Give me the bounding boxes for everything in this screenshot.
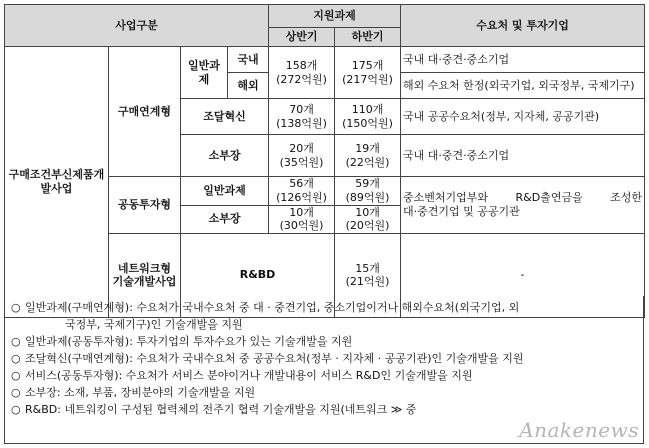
network-first-half: 15개 (21억원) xyxy=(335,234,401,318)
header-support: 지원과제 xyxy=(269,5,401,28)
parts-first-half: 20개 (35억원) xyxy=(269,135,335,177)
innovation-demand: 국내 공공수요처(정부, 지자체, 공공기관) xyxy=(401,99,645,135)
type-joint-parts: 소부장 xyxy=(181,205,269,234)
type-innovation: 조달혁신 xyxy=(181,99,269,135)
innovation-second-half: 110개 (150억원) xyxy=(335,99,401,135)
overseas-demand: 해외 수요처 한정(외국기업, 외국정부, 국제기구) xyxy=(401,73,645,99)
sub-overseas: 해외 xyxy=(228,73,269,99)
header-second-half: 하반기 xyxy=(335,28,401,47)
domestic-first-half: 158개 (272억원) xyxy=(269,47,335,99)
network-second-half: - xyxy=(401,234,645,318)
note-general-purchase-cont: 국정부, 국제기구)인 기술개발을 지원 xyxy=(65,318,243,331)
network-rbd: R&BD xyxy=(181,234,335,318)
joint-general-first-half: 56개 (126억원) xyxy=(269,177,335,206)
domestic-demand: 국내 대·중견·중소기업 xyxy=(401,47,645,73)
joint-parts-second-half: 10개 (20억원) xyxy=(335,205,401,234)
note-rbd: ○ R&BD: 네트워킹이 구성된 협력체의 전주기 협력 기술개발을 지원(네트워크 ≫ 중 xyxy=(11,403,417,416)
note-parts: ○ 소부장: 소재, 부품, 장비분야의 기술개발을 지원 xyxy=(11,386,256,399)
program-network: 네트워크형 기술개발사업 xyxy=(109,234,181,318)
header-first-half: 상반기 xyxy=(269,28,335,47)
watermark: Anakenews xyxy=(519,418,639,442)
joint-parts-first-half: 10개 (30억원) xyxy=(269,205,335,234)
joint-demand: 중소벤처기업부와 R&D출연금을 조성한 대·중견기업 및 공공기관 xyxy=(401,177,645,234)
note-service: ○ 서비스(공동투자형): 수요처가 서비스 분야이거나 개발내용이 서비스 R&D인 기술개발을 지원 xyxy=(11,369,473,382)
category-purchase-linked: 구매연계형 xyxy=(109,47,181,177)
sub-domestic: 국내 xyxy=(228,47,269,73)
type-joint-general: 일반과제 xyxy=(181,177,269,206)
innovation-first-half: 70개 (138억원) xyxy=(269,99,335,135)
support-program-table xyxy=(4,4,645,318)
note-innovation: ○ 조달혁신(구매연계형): 수요처가 국내수요처 중 공공수요처(정부 · 지자체 · 공공기관)인 기술개발을 지원 xyxy=(11,352,524,365)
note-general-purchase: ○ 일반과제(구매연계형): 수요처가 국내수요처 중 대 · 중견기업, 중소기업이거나 해외수요처(외국기업, 외 xyxy=(11,301,520,314)
note-general-joint: ○ 일반과제(공동투자형): 투자기업의 투자수요가 있는 기술개발을 지원 xyxy=(11,335,353,348)
header-business-type: 사업구분 xyxy=(5,5,269,47)
parts-second-half: 19개 (22억원) xyxy=(335,135,401,177)
domestic-second-half: 175개 (217억원) xyxy=(335,47,401,99)
program-purchase-conditional: 구매조건부신제품개발사업 xyxy=(5,47,109,318)
type-parts: 소부장 xyxy=(181,135,269,177)
category-joint-investment: 공동투자형 xyxy=(109,177,181,234)
header-demand: 수요처 및 투자기업 xyxy=(401,5,645,47)
type-general: 일반과제 xyxy=(181,47,228,99)
parts-demand: 국내 대·중견·중소기업 xyxy=(401,135,645,177)
joint-general-second-half: 59개 (89억원) xyxy=(335,177,401,206)
